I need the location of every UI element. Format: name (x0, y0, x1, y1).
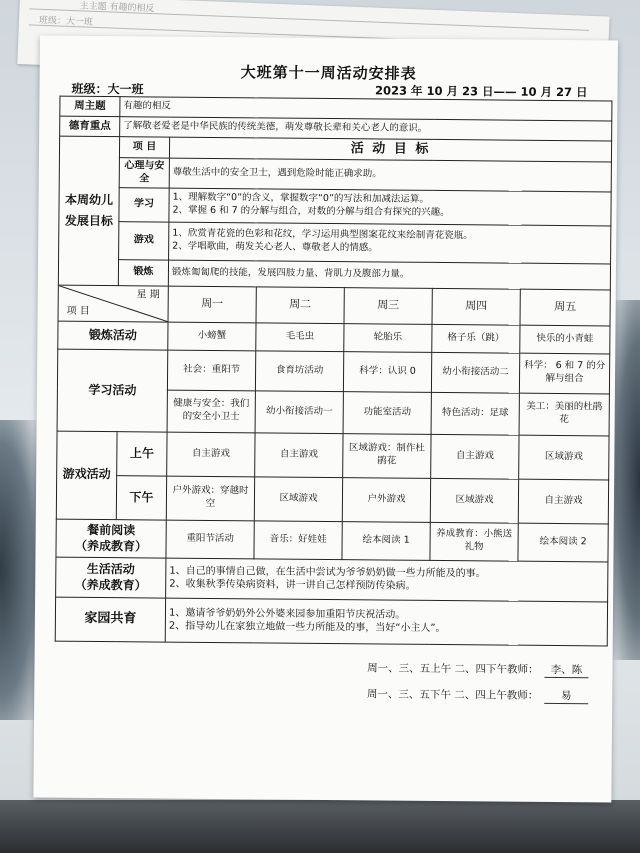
goal-text-game-2: 2、学唱歌曲，萌发关心老人、尊敬老人的情感。 (172, 240, 378, 254)
life-label-1: 生活活动 (86, 561, 135, 577)
exercise-cell: 快乐的小青蛙 (520, 325, 610, 354)
goals-side-label: 本周幼儿发展目标 (58, 136, 119, 285)
moral-value: 了解敬老爱老是中华民族的传统美德，萌发尊敬长辈和关心老人的意识。 (120, 117, 612, 141)
corner-item-label: 项 目 (66, 305, 90, 317)
game-am-cell: 区域游戏 (519, 435, 609, 480)
reading-label (56, 519, 166, 558)
game-am-cell: 自主游戏 (255, 432, 343, 477)
exercise-cell: 毛毛虫 (256, 322, 344, 351)
goal-row (59, 157, 611, 192)
home-label: 家园共育 (55, 597, 165, 642)
game-pm-label: 下午 (116, 475, 166, 519)
learning-cell: 美工：美丽的杜鹃花 (519, 393, 609, 436)
signature-name-2: 易 (544, 688, 588, 704)
reading-label-2: （养成教育） (74, 538, 148, 554)
game-pm-cell: 自主游戏 (518, 479, 608, 524)
learning-cell: 健康与安全：我们的安全小卫士 (167, 390, 255, 433)
game-pm-cell: 区域游戏 (430, 478, 518, 523)
home-row (55, 597, 607, 646)
goal-text-exercise: 锻炼匍匐爬的技能，发展四肢力量、背肌力及腹部力量。 (168, 260, 610, 290)
life-line-2: 2、收集秋季传染病资料，讲一讲自己怎样预防传染病。 (169, 578, 416, 592)
goal-item-safety: 心理与安全 (119, 157, 169, 187)
moral-label: 德育重点 (60, 116, 120, 137)
goal-row (59, 221, 611, 264)
goal-text-game (169, 222, 611, 264)
game-pm-row (56, 475, 608, 524)
game-am-row (57, 431, 609, 480)
game-am-cell: 自主游戏 (167, 432, 255, 477)
background-sheet-text-c: 班级：大一班 (38, 15, 94, 28)
reading-label-1: 餐前阅读 (87, 522, 136, 538)
reading-cell: 绘本阅读 1 (342, 521, 430, 560)
learning-cell: 幼小衔接活动一 (255, 390, 343, 433)
goal-row (59, 187, 611, 226)
signature-text-2: 周一、三、五下午 二、四上午教师： (366, 688, 539, 702)
day-header: 周一 (168, 286, 256, 323)
day-header: 周四 (432, 288, 520, 325)
exercise-label: 锻炼活动 (58, 321, 168, 350)
game-label: 游戏活动 (56, 431, 117, 520)
goal-text-learning-2: 2、掌握 6 和 7 的分解与组合，对数的分解与组合有探究的兴趣。 (172, 204, 450, 219)
game-pm-cell: 户外游戏：穿越时空 (166, 476, 254, 521)
reading-cell: 重阳节活动 (166, 520, 254, 559)
signature-line-2 (367, 686, 588, 704)
corner-weekday-label: 星 期 (136, 288, 160, 301)
goal-text-safety: 尊敬生活中的安全卫士，遇到危险时能正确求助。 (169, 158, 611, 192)
goal-text-learning (169, 188, 611, 226)
corner-cell (58, 285, 168, 322)
theme-value: 有趣的相反 (120, 97, 612, 121)
learning-cell: 科学：认识 0 (343, 351, 431, 392)
goals-col-item: 项 目 (119, 137, 169, 158)
schedule-sheet (33, 35, 618, 802)
learning-label: 学习活动 (57, 349, 168, 432)
life-label (56, 557, 166, 598)
life-label-2: （养成教育） (74, 577, 147, 593)
day-header: 周二 (256, 286, 344, 323)
life-content (166, 558, 608, 602)
reading-cell: 养成教育：小熊送礼物 (430, 522, 518, 561)
home-content (165, 598, 607, 646)
reading-row (56, 519, 608, 562)
background-sheet-text-a: 主主题 有趣的相反 (79, 1, 155, 15)
home-line-2: 2、指导幼儿在家独立地做一些力所能及的事，当好“小主人”。 (168, 620, 446, 635)
life-row (56, 557, 608, 602)
goals-col-goal: 活 动 目 标 (169, 137, 611, 161)
theme-label: 周主题 (60, 96, 120, 117)
reading-cell: 绘本阅读 2 (518, 523, 608, 562)
learning-cell: 功能室活动 (343, 391, 431, 434)
goal-text-game-1: 1、欣赏青花瓷的色彩和花纹，学习运用典型图案花纹来绘制青花瓷瓶。 (172, 227, 473, 242)
learning-row (57, 349, 609, 394)
game-am-label: 上午 (117, 431, 167, 475)
game-am-cell: 自主游戏 (431, 434, 519, 479)
learning-cell: 特色活动：足球 (431, 392, 519, 435)
life-line-1: 1、自己的事情自己做，在生活中尝试为爷爷奶奶做一些力所能及的事。 (169, 565, 486, 579)
reading-cell: 音乐：好娃娃 (254, 520, 342, 559)
game-pm-cell: 区域游戏 (254, 476, 342, 521)
day-header: 周三 (344, 287, 432, 324)
desk-edge (0, 800, 640, 853)
schedule-table (55, 96, 613, 646)
game-am-cell: 区域游戏：制作杜鹃花 (343, 433, 431, 478)
day-header: 周五 (520, 289, 610, 326)
signature-line-1 (367, 660, 588, 678)
signature-text-1: 周一、三、五上午 二、四下午教师： (367, 662, 539, 676)
goal-text-learning-1: 1、理解数字“0”的含义，掌握数字“0”的写法和加减法运算。 (172, 191, 429, 206)
class-label: 班级：大一班 (71, 81, 144, 97)
exercise-cell: 小螃蟹 (168, 322, 256, 351)
goal-item-exercise: 锻炼 (118, 259, 168, 285)
home-line-1: 1、邀请爷爷奶奶外公外婆来园参加重阳节庆祝活动。 (168, 607, 406, 621)
page-title: 大班第十一周活动安排表 (240, 63, 417, 83)
goal-item-game: 游戏 (119, 221, 169, 259)
exercise-cell: 轮胎乐 (344, 323, 432, 352)
learning-cell: 社会：重阳节 (167, 350, 255, 391)
game-pm-cell: 户外游戏 (342, 477, 430, 522)
signature-name-1: 李、陈 (544, 662, 588, 678)
learning-cell: 食育坊活动 (255, 350, 343, 391)
learning-cell: 科学： 6 和 7 的分解与组合 (519, 353, 609, 394)
goal-item-learning: 学习 (119, 187, 169, 221)
date-range: 2023 年 10 月 23 日—— 10 月 27 日 (374, 83, 588, 100)
exercise-cell: 格子乐（跳） (432, 324, 520, 353)
days-header-row (58, 285, 610, 326)
learning-cell: 幼小衔接活动二 (431, 352, 519, 393)
